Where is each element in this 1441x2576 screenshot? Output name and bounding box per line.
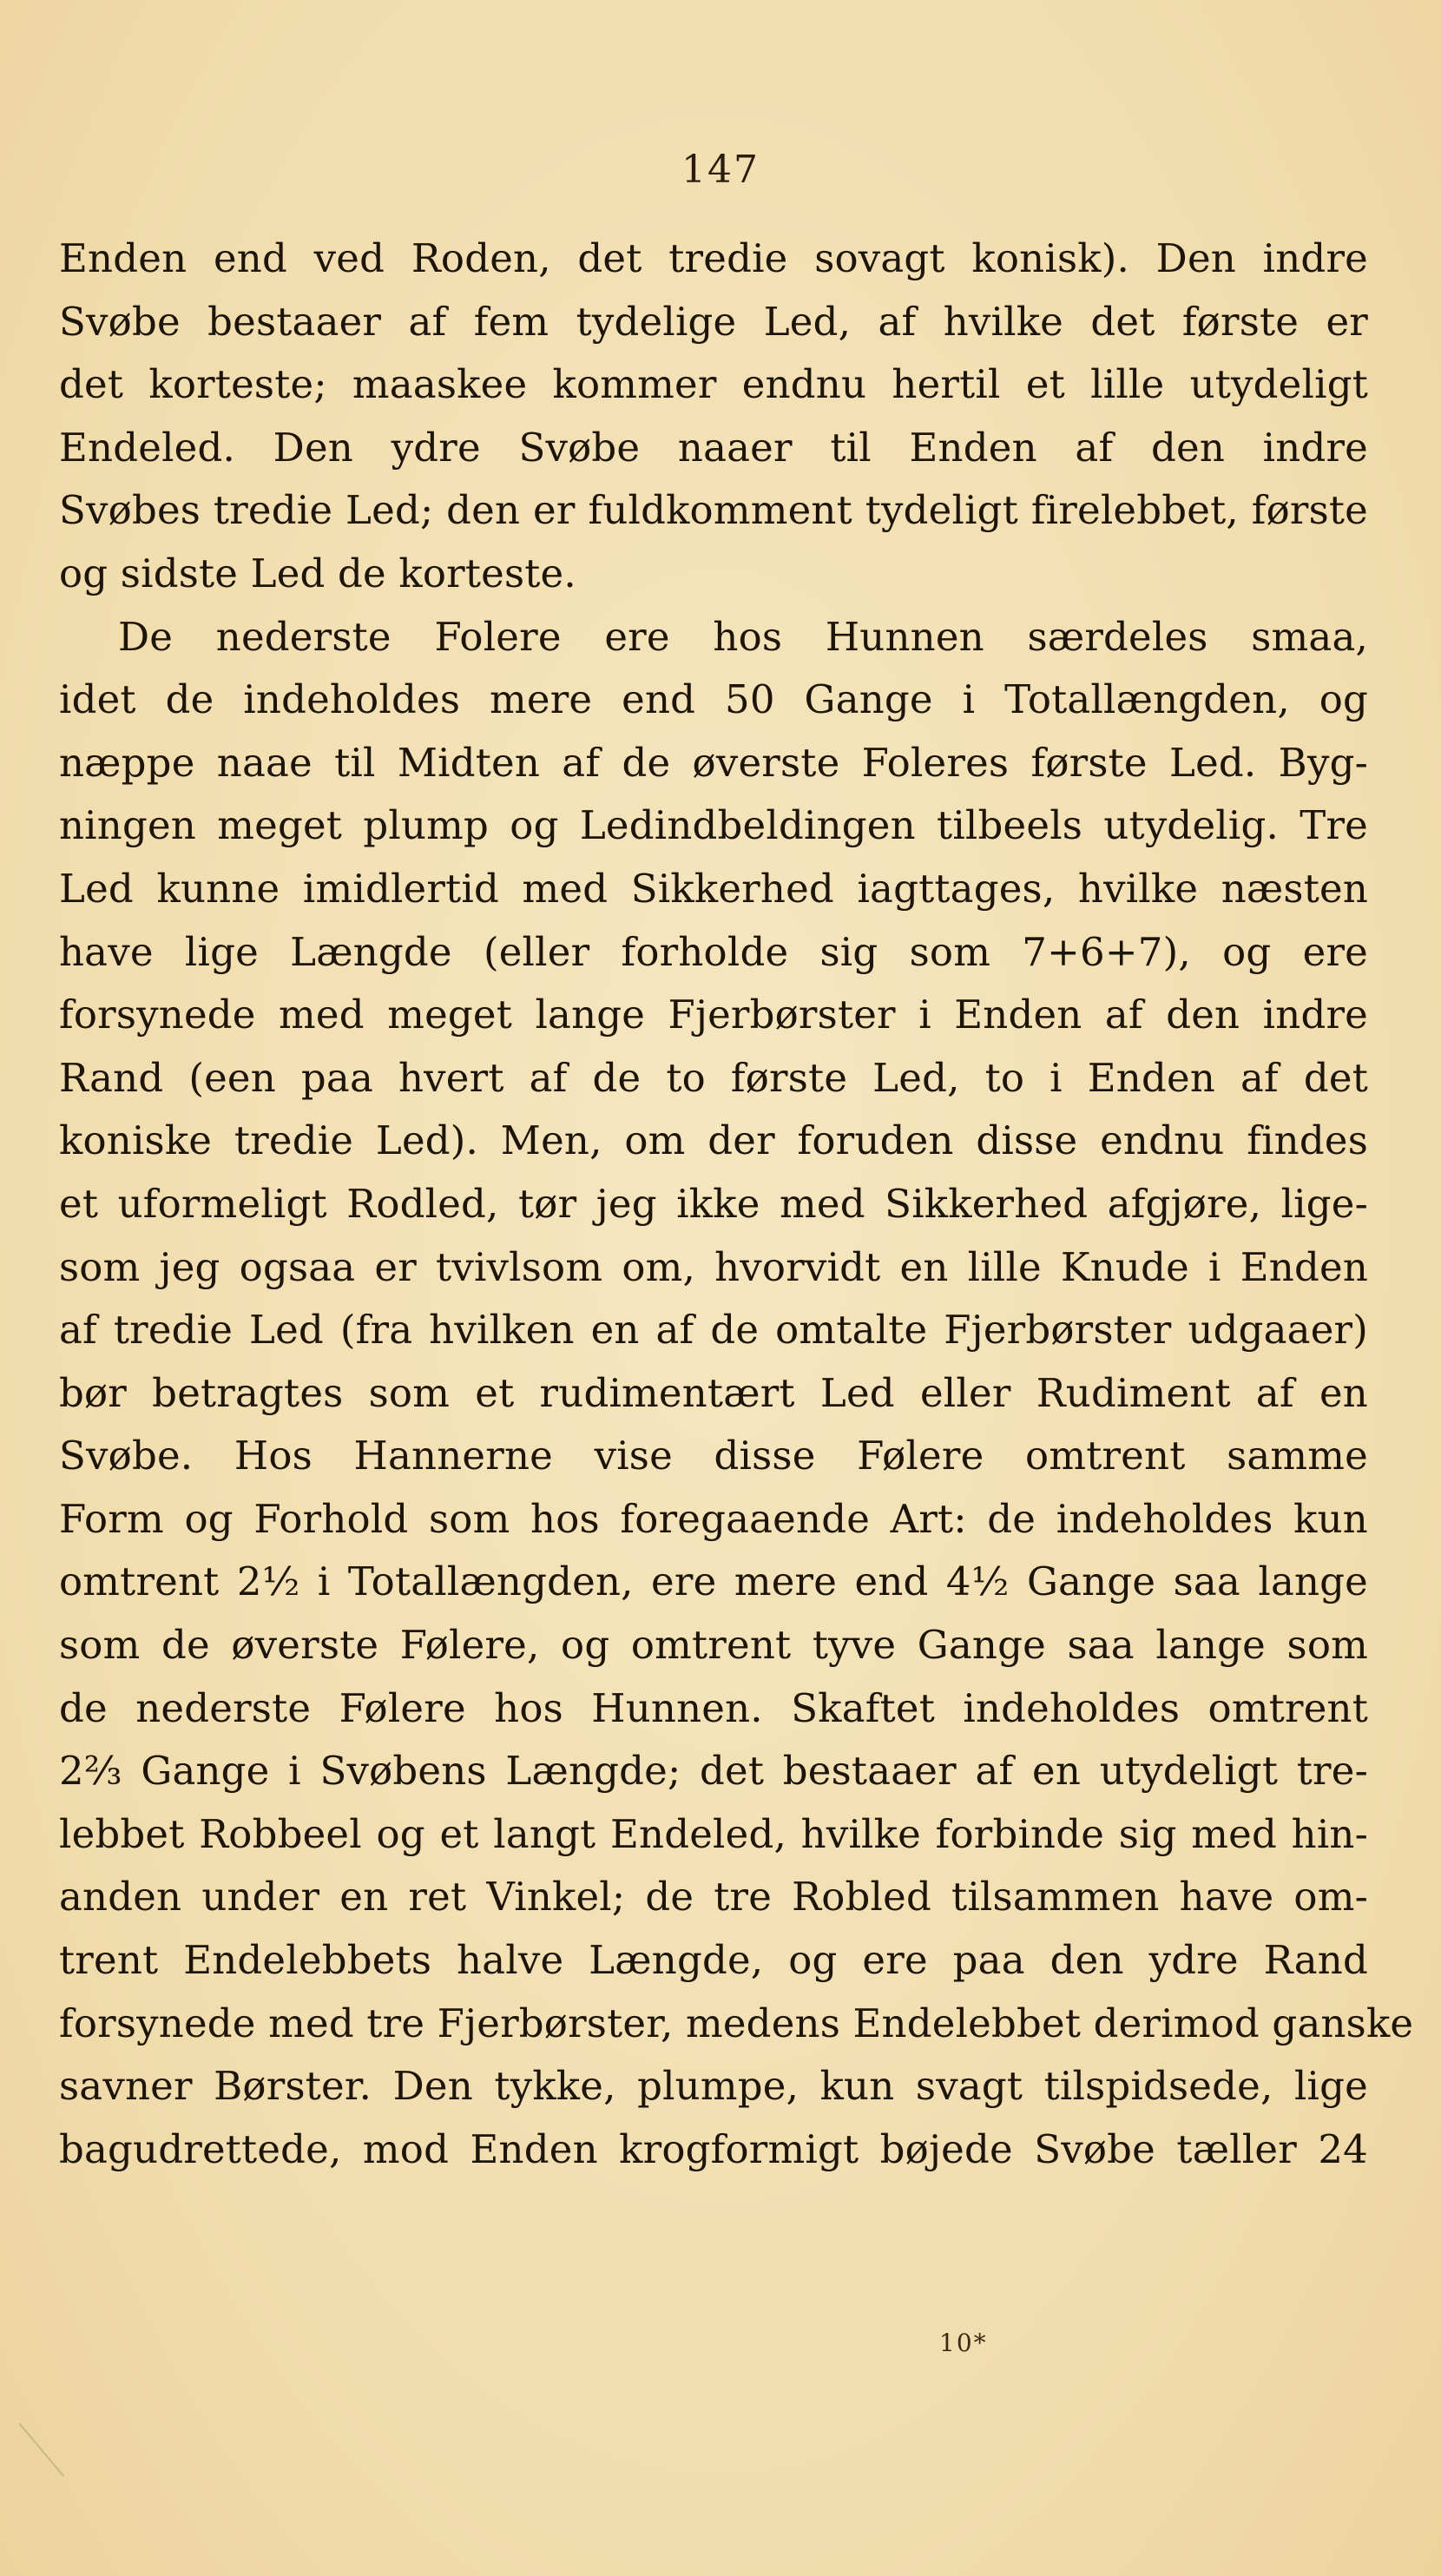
text-line: næppe naae til Midten af de øverste Foleres første Led. Byg- [59,739,1368,786]
text-line: som jeg ogsaa er tvivlsom om, hvorvidt en lille Knude i Enden [59,1243,1368,1290]
text-line: bør betragtes som et rudimentært Led eller Rudiment af en [59,1369,1368,1416]
text-line: et uformeligt Rodled, tør jeg ikke med Sikkerhed afgjøre, lige- [59,1180,1368,1227]
text-line: anden under en ret Vinkel; de tre Robled tilsammen have om- [59,1874,1368,1920]
text-line: Led kunne imidlertid med Sikkerhed iagttages, hvilke næsten [59,865,1368,912]
text-line: Form og Forhold som hos foregaaende Art: de indeholdes kun [59,1495,1368,1542]
body-text [59,227,1414,2181]
text-line: lebbet Robbeel og et langt Endeled, hvilke forbinde sig med hin- [59,1810,1368,1857]
text-line: Svøbe bestaaer af fem tydelige Led, af hvilke det første er [59,298,1368,345]
text-line: som de øverste Følere, og omtrent tyve Gange saa lange som [59,1622,1368,1669]
text-line: forsynede med tre Fjerbørster, medens Endelebbet derimod ganske [59,2000,1414,2046]
page-number: 147 [681,148,760,192]
text-line: bagudrettede, mod Enden krogformigt bøjede Svøbe tæller 24 [59,2125,1368,2172]
text-line: koniske tredie Led). Men, om der foruden disse endnu findes [59,1117,1368,1164]
paper-crease [18,2422,64,2477]
text-line: Rand (een paa hvert af de to første Led, to i Enden af det [59,1054,1368,1101]
text-line: omtrent 2½ i Totallængden, ere mere end 4½ Gange saa lange [59,1558,1368,1605]
text-line: savner Børster. Den tykke, plumpe, kun svagt tilspidsede, lige [59,2063,1368,2110]
text-line: have lige Længde (eller forholde sig som 7+6+7), og ere [59,928,1368,975]
text-line: trent Endelebbets halve Længde, og ere paa den ydre Rand [59,1937,1368,1984]
signature-mark: 10* [939,2329,988,2357]
text-line: idet de indeholdes mere end 50 Gange i Totallængden, og [59,676,1368,723]
text-line: forsynede med meget lange Fjerbørster i Enden af den indre [59,992,1368,1038]
text-line: 2⅔ Gange i Svøbens Længde; det bestaaer af en utydeligt tre- [59,1748,1368,1795]
text-line: Enden end ved Roden, det tredie sovagt konisk). Den indre [59,235,1368,281]
text-line: Endeled. Den ydre Svøbe naaer til Enden af den indre [59,424,1368,471]
text-line: De nederste Folere ere hos Hunnen særdeles smaa, [118,613,1368,660]
text-line: ningen meget plump og Ledindbeldingen tilbeels utydelig. Tre [59,802,1368,849]
text-line: af tredie Led (fra hvilken en af de omtalte Fjerbørster udgaaer) [59,1307,1368,1354]
text-line: Svøbe. Hos Hannerne vise disse Følere omtrent samme [59,1433,1368,1479]
text-line: det korteste; maaskee kommer endnu hertil et lille utydeligt [59,361,1368,408]
text-line: de nederste Følere hos Hunnen. Skaftet indeholdes omtrent [59,1684,1368,1731]
text-line: Svøbes tredie Led; den er fuldkomment tydeligt firelebbet, første [59,487,1368,534]
text-line: og sidste Led de korteste. [59,550,576,596]
